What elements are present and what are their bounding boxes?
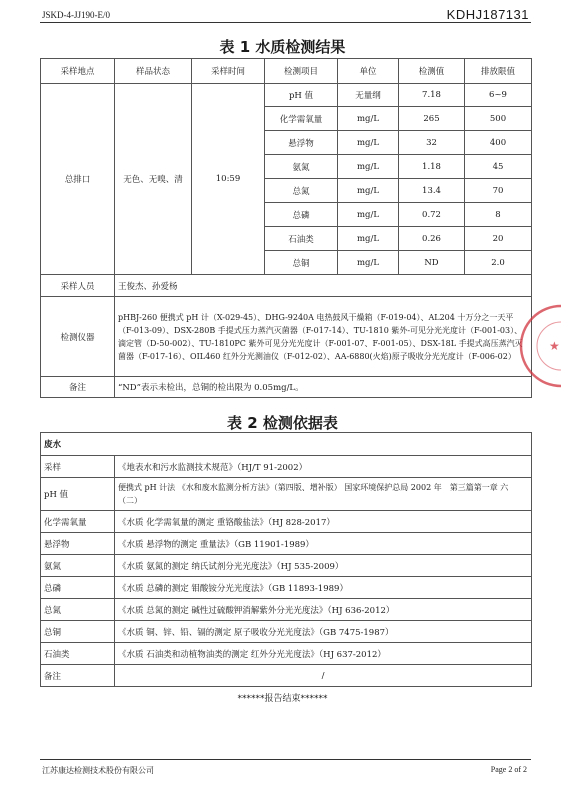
discharge-limit: 500 xyxy=(465,107,532,131)
table1-title: 表 1 水质检测结果 xyxy=(219,38,346,56)
company-name: 江苏康达检测技术股份有限公司 xyxy=(42,766,154,775)
test-item: 石油类 xyxy=(265,227,338,251)
test-item: 总氮 xyxy=(265,179,338,203)
table-row xyxy=(41,478,532,511)
basis-method: 《水质 石油类和动植物油类的测定 红外分光光度法》（HJ 637-2012） xyxy=(115,643,532,665)
column-header: 排放限值 xyxy=(465,59,532,84)
instrument-list: pHBJ-260 便携式 pH 计（X-029-45）、DHG-9240A 电热鼓风干燥箱（F-019-04）、AL204 十万分之一天平（F-013-09）、DSX-280B 手提式压力蒸汽灭菌器（F-017-14）、TU-1810 紫外-可见分光光度计（F-001-03）、滴定管（D-50-002）、TU-1810PC 紫外可见分光光度计（F-001-07、F-001-05）、DSX-18L 手提式高压蒸汽灭菌器（F-017-16）、OIL460 红外分光测油仪（F-012-02）、AA-6880(火焰)原子吸收分光光度计（F-006-02） xyxy=(115,297,532,377)
basis-method: 《地表水和污水监测技术规范》（HJ/T 91-2002） xyxy=(115,456,532,478)
table-row xyxy=(41,84,532,107)
measured-value: 0.72 xyxy=(399,203,465,227)
remark-text: “ND”表示未检出，总铜的检出限为 0.05mg/L。 xyxy=(115,377,532,398)
measured-value: 265 xyxy=(399,107,465,131)
test-basis-table xyxy=(40,432,532,687)
footer-divider xyxy=(40,759,531,760)
water-quality-results-table xyxy=(40,58,532,398)
column-header: 采样时间 xyxy=(192,59,265,84)
basis-item: 总铜 xyxy=(41,621,115,643)
test-item: pH 值 xyxy=(265,84,338,107)
table-row xyxy=(41,643,532,665)
basis-item: 石油类 xyxy=(41,643,115,665)
discharge-limit: 20 xyxy=(465,227,532,251)
unit: mg/L xyxy=(338,131,399,155)
unit: mg/L xyxy=(338,179,399,203)
measured-value: 0.26 xyxy=(399,227,465,251)
table-row xyxy=(41,665,532,687)
basis-item: 化学需氧量 xyxy=(41,511,115,533)
table-row xyxy=(41,456,532,478)
test-item: 化学需氧量 xyxy=(265,107,338,131)
table-row xyxy=(41,533,532,555)
page-number: Page 2 of 2 xyxy=(490,765,527,774)
svg-text:★: ★ xyxy=(549,339,560,353)
report-end-mark: ******报告结束****** xyxy=(237,694,328,704)
test-item: 总铜 xyxy=(265,251,338,275)
document-code: JSKD-4-JJ190-E/0 xyxy=(42,10,111,20)
column-header: 样品状态 xyxy=(115,59,192,84)
measured-value: 1.18 xyxy=(399,155,465,179)
column-header: 单位 xyxy=(338,59,399,84)
basis-item: 悬浮物 xyxy=(41,533,115,555)
instrument-row xyxy=(41,297,532,377)
discharge-limit: 400 xyxy=(465,131,532,155)
test-item: 悬浮物 xyxy=(265,131,338,155)
basis-method: 《水质 化学需氧量的测定 重铬酸盐法》（HJ 828-2017） xyxy=(115,511,532,533)
table-row xyxy=(41,577,532,599)
basis-item: 备注 xyxy=(41,665,115,687)
sampler-label: 采样人员 xyxy=(41,275,115,297)
column-header: 检测项目 xyxy=(265,59,338,84)
sampling-location: 总排口 xyxy=(41,84,115,275)
table-row xyxy=(41,555,532,577)
measured-value: 13.4 xyxy=(399,179,465,203)
discharge-limit: 70 xyxy=(465,179,532,203)
header-divider xyxy=(40,22,531,23)
test-item: 总磷 xyxy=(265,203,338,227)
table-row xyxy=(41,621,532,643)
table-row xyxy=(41,511,532,533)
basis-method: 便携式 pH 计法 《水和废水监测分析方法》（第四版、增补版） 国家环境保护总局 2002 年 第三篇第一章 六（二） xyxy=(115,478,532,511)
measured-value: ND xyxy=(399,251,465,275)
basis-method: 《水质 悬浮物的测定 重量法》（GB 11901-1989） xyxy=(115,533,532,555)
basis-method: / xyxy=(115,665,532,687)
unit: mg/L xyxy=(338,203,399,227)
sampling-time: 10:59 xyxy=(192,84,265,275)
unit: mg/L xyxy=(338,107,399,131)
instrument-label: 检测仪器 xyxy=(41,297,115,377)
discharge-limit: 6~9 xyxy=(465,84,532,107)
unit: mg/L xyxy=(338,251,399,275)
section-row xyxy=(41,433,532,456)
sample-state: 无色、无嗅、清 xyxy=(115,84,192,275)
column-header: 检测值 xyxy=(399,59,465,84)
basis-item: 总磷 xyxy=(41,577,115,599)
basis-item: 总氮 xyxy=(41,599,115,621)
sampler-names: 王俊杰、孙爱杨 xyxy=(115,275,532,297)
basis-item: 采样 xyxy=(41,456,115,478)
test-item: 氨氮 xyxy=(265,155,338,179)
remark-row xyxy=(41,377,532,398)
basis-item: 氨氮 xyxy=(41,555,115,577)
discharge-limit: 8 xyxy=(465,203,532,227)
table2-title: 表 2 检测依据表 xyxy=(227,414,338,432)
discharge-limit: 45 xyxy=(465,155,532,179)
report-number: KDHJ187131 xyxy=(446,7,529,22)
unit: mg/L xyxy=(338,227,399,251)
basis-method: 《水质 氨氮的测定 纳氏试剂分光光度法》（HJ 535-2009） xyxy=(115,555,532,577)
basis-method: 《水质 铜、锌、铅、镉的测定 原子吸收分光光度法》（GB 7475-1987） xyxy=(115,621,532,643)
measured-value: 7.18 xyxy=(399,84,465,107)
company-seal-stamp xyxy=(503,300,563,392)
measured-value: 32 xyxy=(399,131,465,155)
unit: mg/L xyxy=(338,155,399,179)
sampler-row xyxy=(41,275,532,297)
section-label: 废水 xyxy=(41,433,532,456)
basis-item: pH 值 xyxy=(41,478,115,511)
discharge-limit: 2.0 xyxy=(465,251,532,275)
column-header: 采样地点 xyxy=(41,59,115,84)
table-header-row xyxy=(41,59,532,84)
table-row xyxy=(41,599,532,621)
basis-method: 《水质 总磷的测定 钼酸铵分光光度法》（GB 11893-1989） xyxy=(115,577,532,599)
basis-method: 《水质 总氮的测定 碱性过硫酸钾消解紫外分光光度法》（HJ 636-2012） xyxy=(115,599,532,621)
remark-label: 备注 xyxy=(41,377,115,398)
unit: 无量纲 xyxy=(338,84,399,107)
